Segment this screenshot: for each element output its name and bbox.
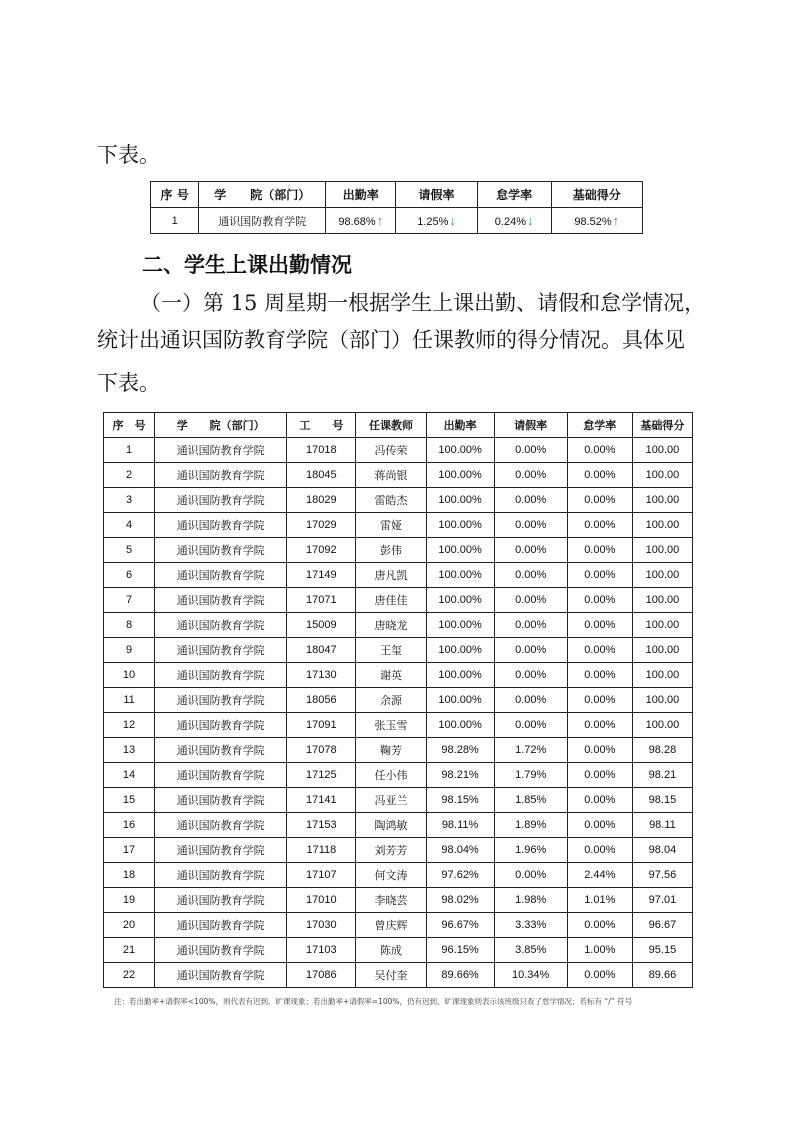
row-employee-id: 17092 xyxy=(287,538,356,563)
detail-header-leave: 请假率 xyxy=(494,413,567,438)
row-leave: 3.33% xyxy=(494,913,567,938)
row-attendance: 100.00% xyxy=(426,488,494,513)
row-leave: 0.00% xyxy=(494,438,567,463)
row-employee-id: 17130 xyxy=(287,663,356,688)
row-leave: 0.00% xyxy=(494,538,567,563)
row-index: 11 xyxy=(104,688,155,713)
arrow-up-icon: ↑ xyxy=(376,213,384,228)
row-index: 4 xyxy=(104,513,155,538)
row-employee-id: 17071 xyxy=(287,588,356,613)
detail-header-teacher: 任课教师 xyxy=(356,413,426,438)
intro-line: 下表。 xyxy=(97,143,160,167)
row-teacher: 陶鸿敏 xyxy=(356,813,426,838)
row-score: 100.00 xyxy=(632,438,692,463)
row-employee-id: 17118 xyxy=(287,838,356,863)
row-teacher: 唐佳佳 xyxy=(356,588,426,613)
row-teacher: 雷皓杰 xyxy=(356,488,426,513)
row-teacher: 陈成 xyxy=(356,938,426,963)
row-teacher: 吴付奎 xyxy=(356,963,426,988)
row-absence: 0.00% xyxy=(567,813,632,838)
row-index: 8 xyxy=(104,613,155,638)
row-employee-id: 18045 xyxy=(287,463,356,488)
row-index: 7 xyxy=(104,588,155,613)
summary-index: 1 xyxy=(151,208,199,234)
summary-score: 98.52% xyxy=(574,216,612,228)
row-employee-id: 15009 xyxy=(287,613,356,638)
row-attendance: 100.00% xyxy=(426,663,494,688)
row-college: 通识国防教育学院 xyxy=(155,813,287,838)
arrow-down-icon: ↓ xyxy=(527,213,534,228)
row-employee-id: 17091 xyxy=(287,713,356,738)
row-teacher: 鞠芳 xyxy=(356,738,426,763)
table-row xyxy=(104,863,693,888)
row-index: 14 xyxy=(104,763,155,788)
row-teacher: 冯传荣 xyxy=(356,438,426,463)
row-index: 3 xyxy=(104,488,155,513)
table-row xyxy=(104,738,693,763)
row-attendance: 98.15% xyxy=(426,788,494,813)
row-teacher: 冯亚兰 xyxy=(356,788,426,813)
row-college: 通识国防教育学院 xyxy=(155,463,287,488)
detail-header-id: 工 号 xyxy=(287,413,356,438)
row-attendance: 98.02% xyxy=(426,888,494,913)
table-row xyxy=(104,838,693,863)
row-score: 100.00 xyxy=(632,613,692,638)
summary-attendance-cell xyxy=(326,208,396,234)
summary-header-score: 基础得分 xyxy=(551,182,642,208)
row-index: 21 xyxy=(104,938,155,963)
row-attendance: 96.15% xyxy=(426,938,494,963)
row-score: 98.15 xyxy=(632,788,692,813)
paragraph-line-2: 统计出通识国防教育学院（部门）任课教师的得分情况。具体见 xyxy=(97,328,685,352)
row-absence: 0.00% xyxy=(567,763,632,788)
row-employee-id: 17153 xyxy=(287,813,356,838)
table-row xyxy=(104,888,693,913)
row-leave: 1.85% xyxy=(494,788,567,813)
row-index: 5 xyxy=(104,538,155,563)
row-leave: 1.89% xyxy=(494,813,567,838)
row-index: 18 xyxy=(104,863,155,888)
row-index: 2 xyxy=(104,463,155,488)
row-teacher: 张玉雪 xyxy=(356,713,426,738)
row-teacher: 唐晓龙 xyxy=(356,613,426,638)
table-row xyxy=(104,713,693,738)
summary-table xyxy=(150,181,643,234)
summary-header-row xyxy=(151,182,643,208)
summary-row xyxy=(151,208,643,234)
summary-absence: 0.24% xyxy=(494,216,526,228)
row-attendance: 98.11% xyxy=(426,813,494,838)
row-score: 100.00 xyxy=(632,463,692,488)
row-absence: 0.00% xyxy=(567,463,632,488)
row-college: 通识国防教育学院 xyxy=(155,488,287,513)
row-score: 100.00 xyxy=(632,488,692,513)
row-employee-id: 17030 xyxy=(287,913,356,938)
row-score: 100.00 xyxy=(632,513,692,538)
detail-header-score: 基础得分 xyxy=(632,413,692,438)
row-attendance: 98.04% xyxy=(426,838,494,863)
row-score: 100.00 xyxy=(632,638,692,663)
row-absence: 0.00% xyxy=(567,638,632,663)
row-attendance: 89.66% xyxy=(426,963,494,988)
row-college: 通识国防教育学院 xyxy=(155,438,287,463)
row-employee-id: 17010 xyxy=(287,888,356,913)
row-absence: 0.00% xyxy=(567,688,632,713)
row-employee-id: 17141 xyxy=(287,788,356,813)
summary-attendance: 98.68% xyxy=(338,216,376,228)
row-score: 100.00 xyxy=(632,588,692,613)
row-teacher: 雷娅 xyxy=(356,513,426,538)
summary-college: 通识国防教育学院 xyxy=(199,208,326,234)
row-employee-id: 17103 xyxy=(287,938,356,963)
detail-table-body xyxy=(104,438,693,988)
row-teacher: 唐凡凯 xyxy=(356,563,426,588)
table-row xyxy=(104,688,693,713)
row-college: 通识国防教育学院 xyxy=(155,688,287,713)
summary-leave: 1.25% xyxy=(417,216,449,228)
row-leave: 1.79% xyxy=(494,763,567,788)
row-leave: 0.00% xyxy=(494,463,567,488)
row-employee-id: 17149 xyxy=(287,563,356,588)
detail-header-attendance: 出勤率 xyxy=(426,413,494,438)
row-index: 12 xyxy=(104,713,155,738)
table-row xyxy=(104,963,693,988)
summary-score-cell xyxy=(551,208,642,234)
row-employee-id: 18047 xyxy=(287,638,356,663)
row-attendance: 100.00% xyxy=(426,638,494,663)
row-employee-id: 17029 xyxy=(287,513,356,538)
row-index: 20 xyxy=(104,913,155,938)
summary-header-attendance: 出勤率 xyxy=(326,182,396,208)
row-teacher: 余源 xyxy=(356,688,426,713)
row-absence: 1.00% xyxy=(567,938,632,963)
row-attendance: 97.62% xyxy=(426,863,494,888)
row-college: 通识国防教育学院 xyxy=(155,913,287,938)
row-attendance: 100.00% xyxy=(426,438,494,463)
row-score: 97.56 xyxy=(632,863,692,888)
row-college: 通识国防教育学院 xyxy=(155,538,287,563)
summary-header-index: 序 号 xyxy=(151,182,199,208)
row-absence: 0.00% xyxy=(567,838,632,863)
footnote: 注：若出勤率+请假率<100%，则代表有迟到、旷课现象；若出勤率+请假率=100%，仍有迟到、旷课现象则表示该班级只查了怠学情况；若标有 “/” 符号 xyxy=(114,997,633,1006)
row-absence: 0.00% xyxy=(567,963,632,988)
row-leave: 0.00% xyxy=(494,488,567,513)
row-employee-id: 17086 xyxy=(287,963,356,988)
table-row xyxy=(104,513,693,538)
row-leave: 0.00% xyxy=(494,638,567,663)
row-score: 100.00 xyxy=(632,563,692,588)
table-row xyxy=(104,788,693,813)
detail-header-absence: 怠学率 xyxy=(567,413,632,438)
row-score: 98.21 xyxy=(632,763,692,788)
row-college: 通识国防教育学院 xyxy=(155,863,287,888)
row-index: 15 xyxy=(104,788,155,813)
row-college: 通识国防教育学院 xyxy=(155,738,287,763)
row-index: 9 xyxy=(104,638,155,663)
table-row xyxy=(104,588,693,613)
table-row xyxy=(104,638,693,663)
row-absence: 2.44% xyxy=(567,863,632,888)
summary-header-absence: 怠学率 xyxy=(477,182,551,208)
row-leave: 0.00% xyxy=(494,563,567,588)
row-absence: 1.01% xyxy=(567,888,632,913)
row-attendance: 100.00% xyxy=(426,613,494,638)
row-index: 17 xyxy=(104,838,155,863)
row-college: 通识国防教育学院 xyxy=(155,613,287,638)
row-teacher: 彭伟 xyxy=(356,538,426,563)
row-employee-id: 18029 xyxy=(287,488,356,513)
table-row xyxy=(104,913,693,938)
row-index: 22 xyxy=(104,963,155,988)
row-teacher: 任小伟 xyxy=(356,763,426,788)
row-employee-id: 18056 xyxy=(287,688,356,713)
detail-table xyxy=(103,412,693,988)
row-leave: 0.00% xyxy=(494,688,567,713)
table-row xyxy=(104,938,693,963)
row-leave: 0.00% xyxy=(494,588,567,613)
summary-absence-cell xyxy=(477,208,551,234)
row-leave: 0.00% xyxy=(494,513,567,538)
section-heading: 二、学生上课出勤情况 xyxy=(142,253,352,277)
row-attendance: 100.00% xyxy=(426,713,494,738)
arrow-up-icon: ↑ xyxy=(612,213,620,228)
row-absence: 0.00% xyxy=(567,713,632,738)
row-college: 通识国防教育学院 xyxy=(155,838,287,863)
summary-header-leave: 请假率 xyxy=(396,182,477,208)
row-employee-id: 17107 xyxy=(287,863,356,888)
row-index: 1 xyxy=(104,438,155,463)
row-college: 通识国防教育学院 xyxy=(155,513,287,538)
row-index: 13 xyxy=(104,738,155,763)
row-leave: 3.85% xyxy=(494,938,567,963)
row-absence: 0.00% xyxy=(567,563,632,588)
row-absence: 0.00% xyxy=(567,538,632,563)
paragraph-line-1: （一）第 15 周星期一根据学生上课出勤、请假和怠学情况， xyxy=(140,291,706,315)
table-row xyxy=(104,538,693,563)
row-college: 通识国防教育学院 xyxy=(155,588,287,613)
row-leave: 0.00% xyxy=(494,863,567,888)
row-leave: 1.96% xyxy=(494,838,567,863)
row-teacher: 蒋尚银 xyxy=(356,463,426,488)
table-row xyxy=(104,763,693,788)
row-score: 96.67 xyxy=(632,913,692,938)
row-score: 98.11 xyxy=(632,813,692,838)
row-teacher: 刘芳芳 xyxy=(356,838,426,863)
table-row xyxy=(104,438,693,463)
row-college: 通识国防教育学院 xyxy=(155,963,287,988)
row-teacher: 何文涛 xyxy=(356,863,426,888)
table-row xyxy=(104,663,693,688)
table-row xyxy=(104,488,693,513)
row-attendance: 100.00% xyxy=(426,463,494,488)
row-attendance: 100.00% xyxy=(426,588,494,613)
row-absence: 0.00% xyxy=(567,588,632,613)
row-absence: 0.00% xyxy=(567,663,632,688)
row-absence: 0.00% xyxy=(567,738,632,763)
row-leave: 1.98% xyxy=(494,888,567,913)
row-absence: 0.00% xyxy=(567,513,632,538)
row-teacher: 谢英 xyxy=(356,663,426,688)
row-score: 89.66 xyxy=(632,963,692,988)
table-row xyxy=(104,563,693,588)
table-row xyxy=(104,813,693,838)
row-employee-id: 17018 xyxy=(287,438,356,463)
row-absence: 0.00% xyxy=(567,488,632,513)
row-college: 通识国防教育学院 xyxy=(155,713,287,738)
row-score: 98.04 xyxy=(632,838,692,863)
row-absence: 0.00% xyxy=(567,613,632,638)
row-leave: 0.00% xyxy=(494,613,567,638)
row-leave: 1.72% xyxy=(494,738,567,763)
paragraph-line-3: 下表。 xyxy=(97,371,160,395)
row-college: 通识国防教育学院 xyxy=(155,763,287,788)
row-score: 100.00 xyxy=(632,688,692,713)
row-index: 10 xyxy=(104,663,155,688)
row-score: 100.00 xyxy=(632,663,692,688)
row-attendance: 100.00% xyxy=(426,563,494,588)
row-index: 19 xyxy=(104,888,155,913)
row-college: 通识国防教育学院 xyxy=(155,788,287,813)
row-attendance: 96.67% xyxy=(426,913,494,938)
summary-leave-cell xyxy=(396,208,477,234)
row-teacher: 李晓芸 xyxy=(356,888,426,913)
row-attendance: 100.00% xyxy=(426,538,494,563)
row-college: 通识国防教育学院 xyxy=(155,663,287,688)
row-leave: 0.00% xyxy=(494,713,567,738)
table-row xyxy=(104,463,693,488)
row-employee-id: 17078 xyxy=(287,738,356,763)
row-college: 通识国防教育学院 xyxy=(155,563,287,588)
row-attendance: 98.28% xyxy=(426,738,494,763)
row-absence: 0.00% xyxy=(567,438,632,463)
row-index: 16 xyxy=(104,813,155,838)
row-score: 100.00 xyxy=(632,713,692,738)
row-attendance: 100.00% xyxy=(426,688,494,713)
row-score: 97.01 xyxy=(632,888,692,913)
row-leave: 10.34% xyxy=(494,963,567,988)
row-score: 100.00 xyxy=(632,538,692,563)
row-college: 通识国防教育学院 xyxy=(155,638,287,663)
row-employee-id: 17125 xyxy=(287,763,356,788)
row-score: 95.15 xyxy=(632,938,692,963)
row-absence: 0.00% xyxy=(567,913,632,938)
summary-header-college: 学 院（部门） xyxy=(199,182,326,208)
detail-header-index: 序 号 xyxy=(104,413,155,438)
row-teacher: 曾庆辉 xyxy=(356,913,426,938)
detail-header-row xyxy=(104,413,693,438)
row-absence: 0.00% xyxy=(567,788,632,813)
row-college: 通识国防教育学院 xyxy=(155,888,287,913)
row-leave: 0.00% xyxy=(494,663,567,688)
row-college: 通识国防教育学院 xyxy=(155,938,287,963)
row-teacher: 王玺 xyxy=(356,638,426,663)
row-attendance: 100.00% xyxy=(426,513,494,538)
row-index: 6 xyxy=(104,563,155,588)
row-score: 98.28 xyxy=(632,738,692,763)
row-attendance: 98.21% xyxy=(426,763,494,788)
detail-header-college: 学 院（部门） xyxy=(155,413,287,438)
arrow-down-icon: ↓ xyxy=(449,213,456,228)
table-row xyxy=(104,613,693,638)
